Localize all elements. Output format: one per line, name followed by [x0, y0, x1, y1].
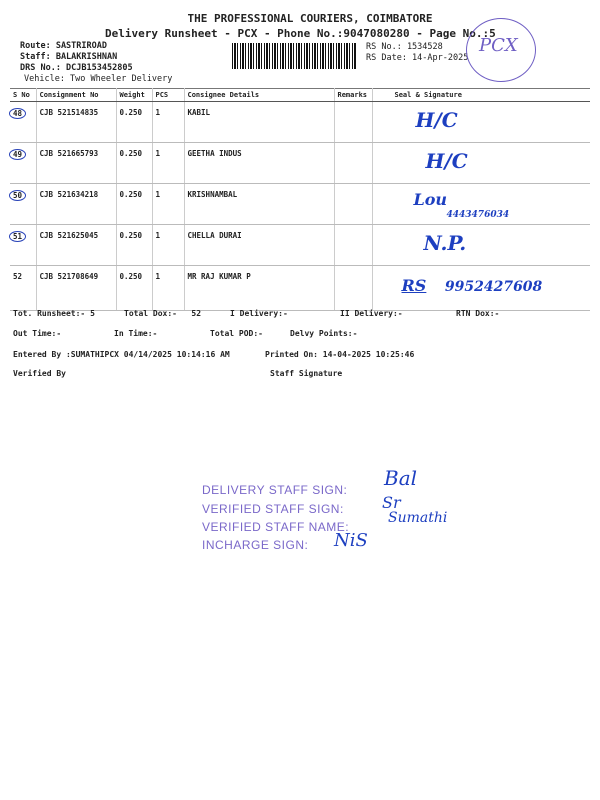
table-row	[10, 266, 590, 311]
table-row	[10, 102, 590, 143]
sno: 51	[9, 231, 26, 242]
pcs: 1	[152, 266, 184, 311]
consignee: GEETHA INDUS	[184, 143, 334, 184]
seal-signature	[372, 225, 590, 266]
remarks	[334, 184, 372, 225]
pcs: 1	[152, 143, 184, 184]
sig-verified-staff: Sr	[382, 493, 401, 512]
consignment-no: CJB 521708649	[36, 266, 116, 311]
pcs: 1	[152, 225, 184, 266]
seal-signature	[372, 143, 590, 184]
table-header-row	[10, 89, 590, 102]
table-row	[10, 184, 590, 225]
seal-signature	[372, 266, 590, 311]
signature-text: Lou	[413, 190, 448, 209]
consignee: KABIL	[184, 102, 334, 143]
ii-delivery: II Delivery:-	[340, 309, 403, 318]
signature-text: RS	[401, 276, 427, 295]
table-row	[10, 225, 590, 266]
signature-text: H/C	[415, 108, 458, 132]
sig-incharge: NiS	[334, 530, 368, 551]
company-title: THE PROFESSIONAL COURIERS, COIMBATORE	[187, 12, 433, 25]
barcode	[232, 43, 356, 69]
printed-on: Printed On: 14-04-2025 10:25:46	[265, 350, 415, 359]
col-pcs: PCS	[152, 89, 184, 102]
consignment-no: CJB 521665793	[36, 143, 116, 184]
signature-text: N.P.	[423, 231, 467, 255]
runsheet-table	[10, 88, 590, 311]
stamp-verified-name: VERIFIED STAFF NAME:	[202, 520, 350, 534]
table-row	[10, 143, 590, 184]
sno: 50	[9, 190, 26, 201]
consignee: CHELLA DURAI	[184, 225, 334, 266]
consignee: KRISHNAMBAL	[184, 184, 334, 225]
col-seal: Seal & Signature	[372, 89, 590, 102]
sno: 52	[10, 266, 36, 311]
remarks	[334, 225, 372, 266]
weight: 0.250	[116, 225, 152, 266]
col-weight: Weight	[116, 89, 152, 102]
weight: 0.250	[116, 143, 152, 184]
remarks	[334, 102, 372, 143]
pcs: 1	[152, 102, 184, 143]
col-remarks: Remarks	[334, 89, 372, 102]
staff: Staff: BALAKRISHNAN	[20, 52, 118, 62]
circular-stamp	[466, 18, 536, 82]
sno: 49	[9, 149, 26, 160]
entered-by: Entered By :SUMATHIPCX 04/14/2025 10:14:16 AM	[13, 350, 230, 359]
col-consignment: Consignment No	[36, 89, 116, 102]
phone-number: 9952427608	[444, 279, 543, 295]
vehicle: Vehicle: Two Wheeler Delivery	[24, 74, 173, 84]
rs-date: RS Date: 14-Apr-2025	[366, 53, 469, 63]
sig-delivery-staff: Bal	[384, 466, 418, 490]
weight: 0.250	[116, 266, 152, 311]
route: Route: SASTRIROAD	[20, 41, 107, 51]
stamp-incharge-sign: INCHARGE SIGN:	[202, 538, 309, 552]
consignment-no: CJB 521625045	[36, 225, 116, 266]
out-time: Out Time:-	[13, 329, 62, 338]
staff-signature: Staff Signature	[270, 369, 343, 378]
signature-text: H/C	[425, 149, 468, 173]
weight: 0.250	[116, 102, 152, 143]
stamp-pcx-text: PCX	[479, 35, 518, 56]
consignee: MR RAJ KUMAR P	[184, 266, 334, 311]
runsheet-subtitle: Delivery Runsheet - PCX - Phone No.:9047080280 - Page No.:5	[105, 27, 496, 40]
rtn-dox: RTN Dox:-	[456, 309, 500, 318]
remarks	[334, 143, 372, 184]
col-consignee: Consignee Details	[184, 89, 334, 102]
remarks	[334, 266, 372, 311]
in-time: In Time:-	[114, 329, 158, 338]
sno: 48	[9, 108, 26, 119]
seal-signature	[372, 184, 590, 225]
delvy-points: Delvy Points:-	[290, 329, 358, 338]
consignment-no: CJB 521634218	[36, 184, 116, 225]
verified-by: Verified By	[13, 369, 66, 378]
consignment-no: CJB 521514835	[36, 102, 116, 143]
stamp-verified-sign: VERIFIED STAFF SIGN:	[202, 502, 344, 516]
pcs: 1	[152, 184, 184, 225]
i-delivery: I Delivery:-	[230, 309, 288, 318]
seal-signature	[372, 102, 590, 143]
col-sno: S No	[10, 89, 36, 102]
drs-number: DRS No.: DCJB153452805	[20, 63, 133, 73]
total-pod: Total POD:-	[210, 329, 263, 338]
phone-number: 4443476034	[446, 210, 510, 220]
rs-number: RS No.: 1534528	[366, 42, 443, 52]
total-dox: Total Dox:- 52	[124, 309, 202, 318]
weight: 0.250	[116, 184, 152, 225]
stamp-delivery-staff: DELIVERY STAFF SIGN:	[202, 483, 348, 497]
sig-verified-name: Sumathi	[388, 510, 448, 526]
tot-runsheet: Tot. Runsheet:- 5	[13, 309, 95, 318]
